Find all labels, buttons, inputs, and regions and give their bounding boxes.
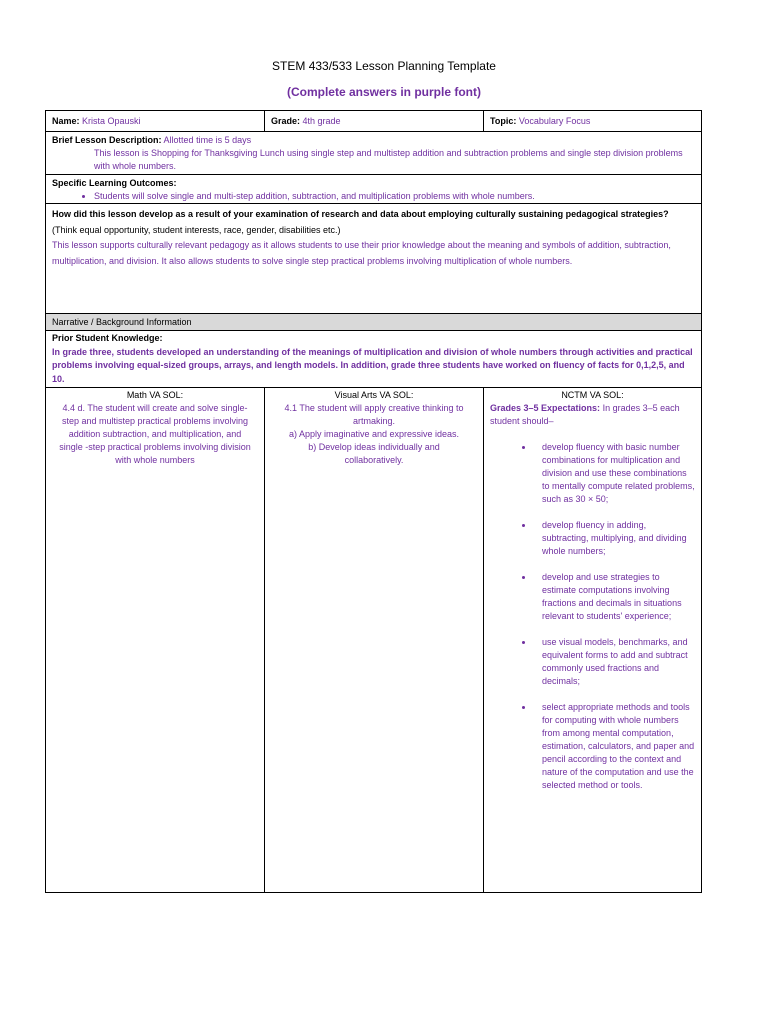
outcomes-list	[52, 190, 695, 203]
name-value: Krista Opauski	[82, 116, 141, 126]
description-row	[46, 132, 701, 175]
nctm-item: • use visual models, benchmarks, and equivalent forms to add and subtract commonly used fractions and decimals;	[534, 636, 695, 688]
topic-label: Topic:	[490, 116, 517, 126]
topic-cell	[484, 111, 701, 131]
research-answer: This lesson supports culturally relevant pedagogy as it allows students to use their prior knowledge about the meaning and symbols of addition, subtraction, multiplication, and division. It also allows students to solve single step practical problems involving multiplication of whole numbers.	[52, 240, 671, 266]
description-text: This lesson is Shopping for Thanksgiving Lunch using single step and multistep addition and subtraction problems and single step division problems with whole numbers.	[94, 148, 683, 171]
nctm-item: • develop and use strategies to estimate computations involving fractions and decimals in situations relevant to students' experience;	[534, 571, 695, 623]
document-title: STEM 433/533 Lesson Planning Template	[272, 59, 496, 73]
prior-knowledge-row	[46, 331, 701, 388]
name-cell	[46, 111, 265, 131]
description-label: Brief Lesson Description:	[52, 135, 162, 145]
nctm-list	[490, 441, 695, 792]
research-question: How did this lesson develop as a result of your examination of research and data about employing culturally sustaining pedagogical strategies?	[52, 209, 669, 219]
document-subtitle: (Complete answers in purple font)	[286, 85, 481, 99]
arts-sol-b: b) Develop ideas individually and collaboratively.	[308, 442, 440, 465]
nctm-intro: In grades 3–5 each student should–	[490, 403, 680, 426]
prior-knowledge-label: Prior Student Knowledge:	[52, 333, 163, 343]
lesson-plan-table	[45, 110, 702, 893]
outcomes-row	[46, 175, 701, 204]
grade-cell	[265, 111, 484, 131]
narrative-header-text: Narrative / Background Information	[52, 317, 192, 327]
arts-sol-cell	[265, 388, 484, 892]
outcomes-label: Specific Learning Outcomes:	[52, 178, 177, 188]
prior-knowledge-text: In grade three, students developed an understanding of the meanings of multiplication and division of whole numbers through activities and practical problems involving equal-sized groups, arrays, and length models. In addition, grade three students have worked on fluency of facts for 0,1,2,5, and 10.	[52, 346, 693, 384]
math-sol-cell	[46, 388, 265, 892]
outcome-item: • Students will solve single and multi-step addition, subtraction, and multiplication problems with whole numbers.	[94, 190, 695, 203]
grade-value: 4th grade	[302, 116, 341, 126]
nctm-expectations-label: Grades 3–5 Expectations:	[490, 403, 601, 413]
description-time: Allotted time is 5 days	[163, 135, 252, 145]
arts-sol-a: a) Apply imaginative and expressive ideas.	[288, 429, 460, 439]
nctm-item: • develop fluency with basic number combinations for multiplication and division and use these combinations to mentally compute related problems, such as 30 × 50;	[534, 441, 695, 506]
name-label: Name:	[52, 116, 80, 126]
math-sol-text: 4.4 d. The student will create and solve single-step and multistep practical problems involving addition subtraction, and multiplication, and single -step practical problems involving division with whole numbers	[59, 403, 251, 465]
math-sol-label: Math VA SOL:	[126, 390, 184, 400]
research-note: (Think equal opportunity, student interests, race, gender, disabilities etc.)	[52, 224, 341, 235]
arts-sol-intro: 4.1 The student will apply creative thinking to artmaking.	[284, 403, 464, 426]
nctm-sol-cell	[484, 388, 701, 892]
nctm-item: • develop fluency in adding, subtracting, multiplying, and dividing whole numbers;	[534, 519, 695, 558]
grade-label: Grade:	[271, 116, 301, 126]
narrative-header	[46, 314, 701, 331]
nctm-item: • select appropriate methods and tools for computing with whole numbers from among mental computation, estimation, calculators, and paper and pencil according to the context and nature of the computation and use the selected method or tools.	[534, 701, 695, 792]
info-row	[46, 111, 701, 132]
arts-sol-label: Visual Arts VA SOL:	[334, 390, 414, 400]
nctm-sol-label: NCTM VA SOL:	[561, 390, 624, 400]
standards-row	[46, 388, 701, 892]
topic-value: Vocabulary Focus	[518, 116, 591, 126]
research-row	[46, 204, 701, 314]
